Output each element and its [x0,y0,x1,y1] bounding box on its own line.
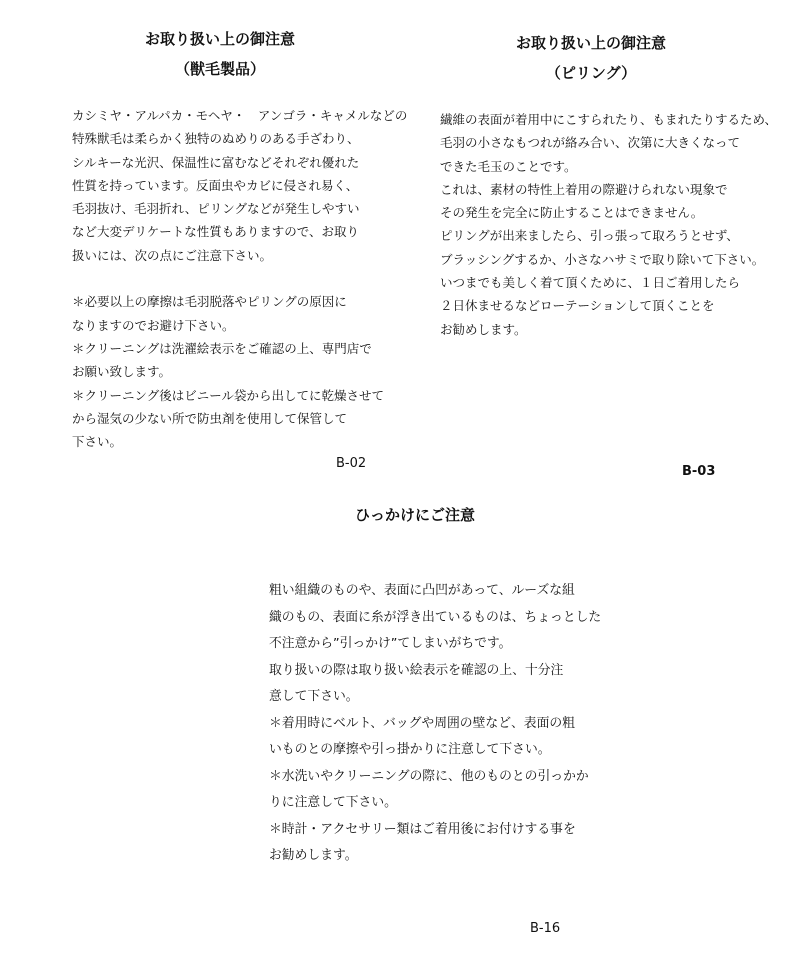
b03-text-line: できた毛玉のことです。 [440,158,577,174]
b03-title [476,28,706,88]
b03-text-line: ブラッシングするか、小さなハサミで取り除いて下さい。 [440,251,765,267]
b02-text-line: ＊クリーニングは洗濯絵表示をご確認の上、専門店で [72,340,372,356]
b02-text-line: 扱いには、次の点にご注意下さい。 [72,247,273,263]
b02-text-line: なりますのでお避け下さい。 [72,317,235,333]
b16-text-line: ＊水洗いやクリーニングの際に、他のものとの引っかか [269,768,589,784]
b16-text-line: 不注意から”引っかけ”てしまいがちです。 [269,636,512,651]
b03-title-line2: （ピリング） [545,64,637,82]
b03-text-line: ２日休ませるなどローテーションして頂くことを [440,298,715,314]
b16-text-line: 織のもの、表面に糸が浮き出ているものは、ちょっとした [269,609,602,625]
b02-text-line: ＊必要以上の摩擦は毛羽脱落やピリングの原因に [72,294,347,310]
b16-code: B-16 [530,921,561,936]
b03-text-line: いつまでも美しく着て頂くために、１日ご着用したら [440,275,741,291]
b02-text-line: 特殊獣毛は柔らかく独特のぬめりのある手ざわり、 [72,131,360,147]
b02-code: B-02 [336,456,367,471]
b02-text-line: ＊クリーニング後はビニール袋から出してに乾燥させて [72,387,385,403]
b02-title [105,24,335,84]
b02-title-line2: （獣毛製品） [174,60,265,78]
b16-text-line: ＊着用時にベルト、バッグや周囲の壁など、表面の粗 [269,715,575,731]
b16-text-line: 意して下さい。 [269,689,359,704]
b02-text-line: など大変デリケートな性質もありますので、お取り [72,224,360,240]
b02-text-line: から湿気の少ない所で防虫剤を使用して保管して [72,410,348,426]
paragraph-gap [72,267,407,290]
b03-body [440,108,777,341]
b03-text-line: 毛羽の小さなもつれが絡み合い、次第に大きくなって [440,135,741,151]
b02-text-line: 毛羽抜け、毛羽折れ、ピリングなどが発生しやすい [72,201,360,217]
b16-text-line: いものとの摩擦や引っ掛かりに注意して下さい。 [269,742,551,757]
b02-text-line: お願い致します。 [72,364,172,380]
b03-text-line: お勧めします。 [440,321,527,337]
b02-text-line: 性質を持っています。反面虫やカビに侵され易く、 [72,177,359,193]
b03-text-line: 繊維の表面が着用中にこすられたり、もまれたりするため、 [440,112,778,127]
b16-text-line: 粗い組織のものや、表面に凸凹があって、ルーズな組 [269,583,575,598]
b03-title-line1: お取り扱い上の御注意 [515,34,666,52]
b02-text-line: カシミヤ・アルパカ・モヘヤ・ アンゴラ・キャメルなどの [72,108,408,123]
b16-text-line: りに注意して下さい。 [269,795,397,810]
b16-text-line: ＊時計・アクセサリー類はご着用後にお付けする事を [269,821,576,837]
b16-text-line: お勧めします。 [269,848,358,863]
b03-text-line: その発生を完全に防止することはできません。 [440,205,704,221]
b02-title-line1: お取り扱い上の御注意 [144,30,295,48]
b16-title-line: ひっかけにご注意 [354,506,475,524]
b03-text-line: これは、素材の特性上着用の際避けられない現象で [440,181,728,197]
b16-text-line: 取り扱いの際は取り扱い絵表示を確認の上、十分注 [269,662,564,678]
b02-text-line: シルキーな光沢、保温性に富むなどそれぞれ優れた [72,154,360,170]
b03-code: B-03 [682,464,716,479]
b02-body [72,104,407,453]
b03-text-line: ピリングが出来ましたら、引っ張って取ろうとせず、 [440,228,739,244]
b16-body [269,578,601,870]
b16-title [300,500,530,530]
b02-text-line: 下さい。 [72,434,123,450]
